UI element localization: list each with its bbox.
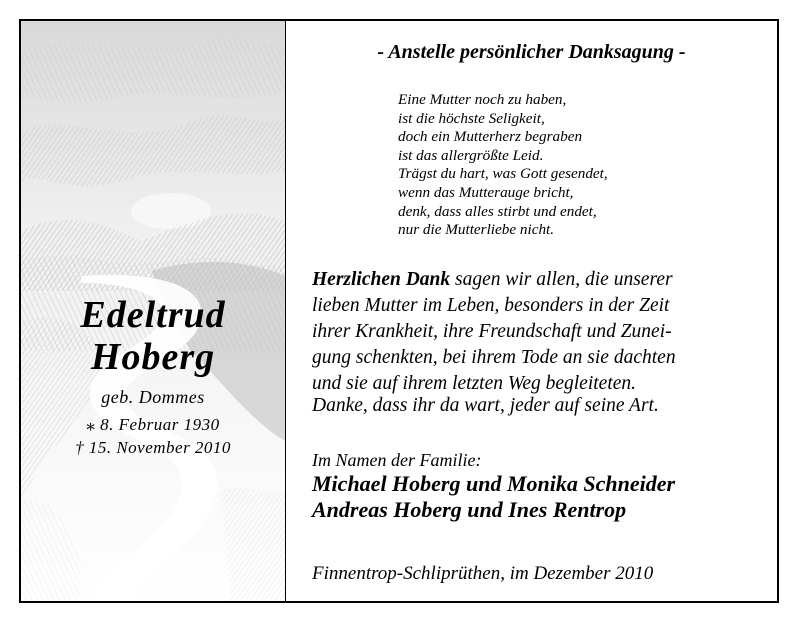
thanks-line: lieben Mutter im Leben, besonders in der Zeit bbox=[312, 295, 670, 316]
poem-line: wenn das Mutterauge bricht, bbox=[398, 183, 574, 201]
family-label: Im Namen der Familie: bbox=[312, 450, 482, 470]
deceased-first-name: Edeltrud bbox=[80, 294, 226, 336]
place-and-date: Finnentrop-Schliprüthen, im Dezember 2010 bbox=[312, 563, 654, 584]
thanks-paragraph bbox=[312, 267, 752, 397]
thanks-line: gung schenkten, bei ihrem Tode an sie dachten bbox=[312, 347, 676, 368]
thanks-line: und sie auf ihrem letzten Weg begleiteten. bbox=[312, 373, 637, 394]
poem-line: nur die Mutterliebe nicht. bbox=[398, 221, 555, 239]
headline: - Anstelle persönlicher Danksagung - bbox=[377, 41, 686, 63]
poem-line: doch ein Mutterherz begraben bbox=[398, 128, 583, 146]
deceased-last-name: Hoberg bbox=[90, 336, 216, 378]
poem-line: ist das allergrößte Leid. bbox=[398, 146, 544, 164]
poem bbox=[398, 91, 608, 240]
death-date: † 15. November 2010 bbox=[75, 438, 231, 457]
thanks-line-rest: sagen wir allen, die unserer bbox=[450, 269, 673, 290]
thanks-lead: Herzlichen Dank bbox=[312, 269, 451, 290]
birth-date: ⁎ 8. Februar 1930 bbox=[86, 415, 220, 434]
birth-name: geb. Dommes bbox=[101, 387, 205, 407]
family-names-1: Michael Hoberg und Monika Schneider bbox=[312, 471, 676, 496]
poem-line: ist die höchste Seligkeit, bbox=[398, 109, 545, 127]
family-names-2: Andreas Hoberg und Ines Rentrop bbox=[312, 497, 627, 522]
poem-line: denk, dass alles stirbt und endet, bbox=[398, 202, 597, 220]
thanks-line: ihrer Krankheit, ihre Freundschaft und Zunei- bbox=[312, 321, 672, 342]
memorial-panel bbox=[21, 21, 285, 601]
thanks-line bbox=[312, 267, 752, 293]
obituary-frame bbox=[19, 19, 779, 603]
poem-line: Trägst du hart, was Gott gesendet, bbox=[398, 165, 608, 183]
poem-line: Eine Mutter noch zu haben, bbox=[398, 91, 567, 108]
danke-line: Danke, dass ihr da wart, jeder auf seine Art. bbox=[312, 395, 659, 416]
text-panel bbox=[286, 21, 777, 601]
